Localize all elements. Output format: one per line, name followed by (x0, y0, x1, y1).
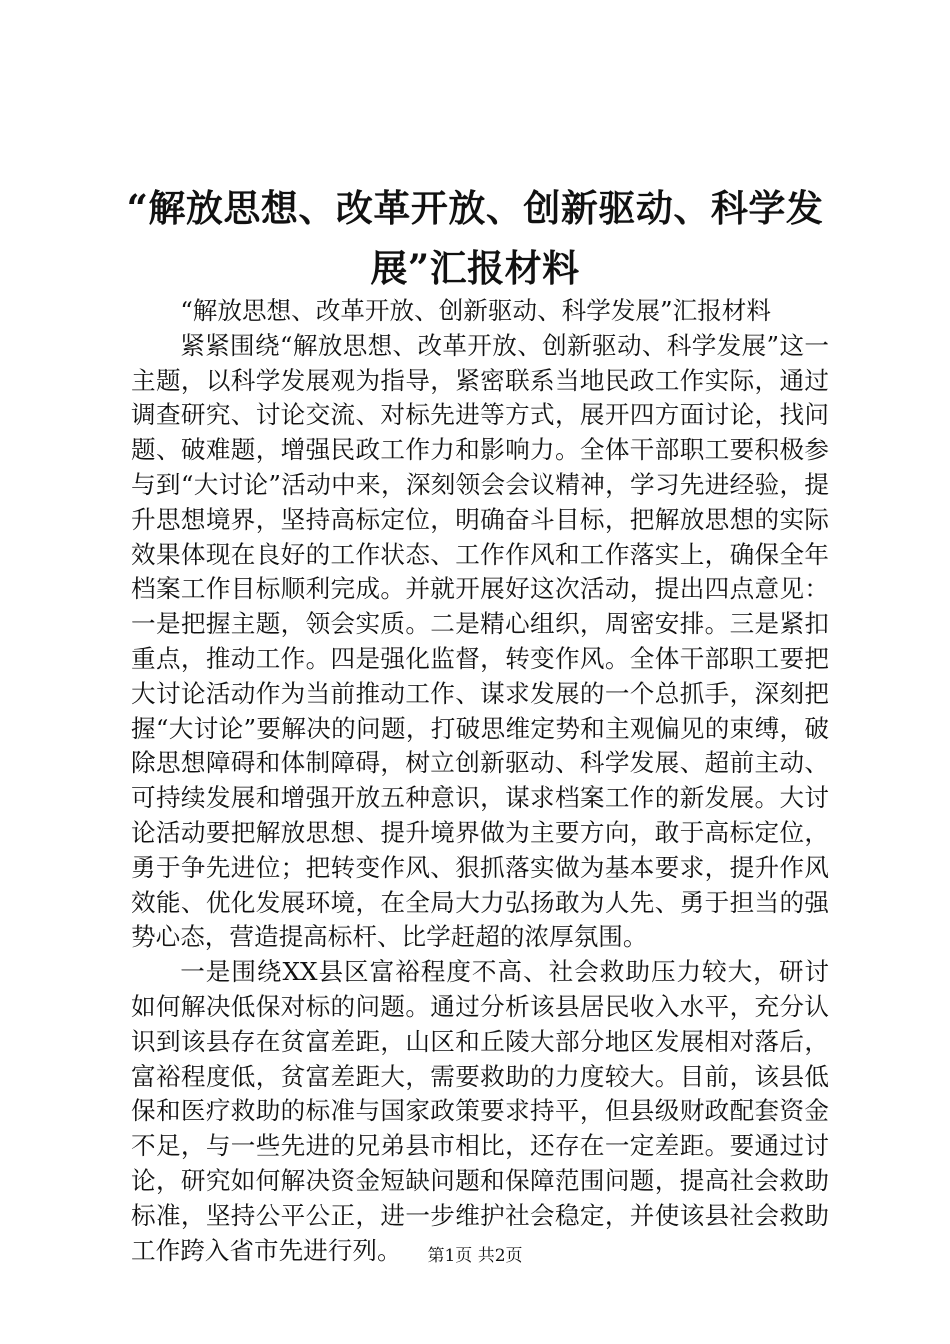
page-number-footer: 第1页 共2页 (427, 1246, 523, 1266)
title-line-1: “解放思想、改革开放、创新驱动、科学发 (126, 186, 824, 230)
title-line-2: 展”汇报材料 (370, 246, 580, 290)
body-paragraph: 紧紧围绕“解放思想、改革开放、创新驱动、科学发展”这一主题，以科学发展观为指导，紧密联系当地民政工作实际，通过调查研究、讨论交流、对标先进等方式，展开四方面讨论，找问题、破难题，增强民政工作力和影响力。全体干部职工要积极参与到“大讨论”活动中来，深刻领会会议精神，学习先进经验，提升思想境界，坚持高标定位，明确奋斗目标，把解放思想的实际效果体现在良好的工作状态、工作作风和工作落实上，确保全年档案工作目标顺利完成。并就开展好这次活动，提出四点意见：一是把握主题，领会实质。二是精心组织，周密安排。三是紧扣重点，推动工作。四是强化监督，转变作风。全体干部职工要把大讨论活动作为当前推动工作、谋求发展的一个总抓手，深刻把握“大讨论”要解决的问题，打破思维定势和主观偏见的束缚，破除思想障碍和体制障碍，树立创新驱动、科学发展、超前主动、可持续发展和增强开放五种意识，谋求档案工作的新发展。大讨论活动要把解放思想、提升境界做为主要方向，敢于高标定位，勇于争先进位；把转变作风、狠抓落实做为基本要求，提升作风效能、优化发展环境，在全局大力弘扬敢为人先、勇于担当的强势心态，营造提高标杆、比学赶超的浓厚氛围。 (131, 330, 829, 952)
body-paragraph: 一是围绕XX县区富裕程度不高、社会救助压力较大，研讨如何解决低保对标的问题。通过分析该县居民收入水平，充分认识到该县存在贫富差距，山区和丘陵大部分地区发展相对落后，富裕程度低，贫富差距大，需要救助的力度较大。目前，该县低保和医疗救助的标准与国家政策要求持平，但县级财政配套资金不足，与一些先进的兄弟县市相比，还存在一定差距。要通过讨论，研究如何解决资金短缺问题和保障范围问题，提高社会救助标准，坚持公平公正，进一步维护社会稳定，并使该县社会救助工作跨入省市先进行列。 (131, 957, 829, 1265)
document-title (120, 178, 830, 298)
document-body (131, 294, 829, 1268)
subtitle-paragraph: “解放思想、改革开放、创新驱动、科学发展”汇报材料 (180, 296, 771, 325)
